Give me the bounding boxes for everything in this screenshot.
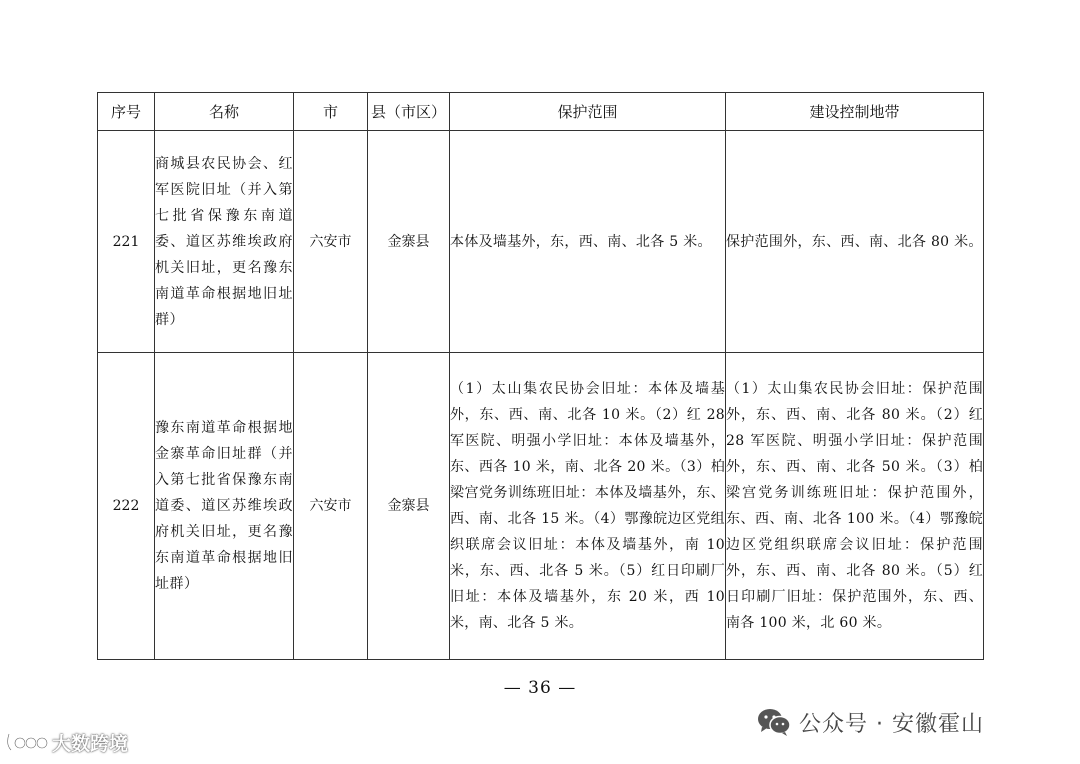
wechat-icon <box>757 707 791 737</box>
heritage-protection-table <box>97 92 984 660</box>
table-row <box>98 131 984 353</box>
row-county: 金寨县 <box>368 353 450 660</box>
row-name: 商城县农民协会、红军医院旧址（并入第七批省保豫东南道委、道区苏维埃政府机关旧址，更名豫东南道革命根据地旧址群） <box>155 131 294 353</box>
row-protection: 本体及墙基外，东，西、南、北各 5 米。 <box>450 131 726 353</box>
wechat-account-label: 公众号 · 安徽霍山 <box>799 711 984 737</box>
row-city: 六安市 <box>294 131 368 353</box>
row-control: （1）太山集农民协会旧址：保护范围外，东、西、南、北各 80 米。（2）红 28 军医院、明强小学旧址：保护范围外，东、西、南、北各 50 米。（3）柏梁宫党务训练班旧址：保护范围外，东、西、南、北各 100 米。（4）鄂豫皖边区党组织联席会议旧址：保护范围外，东、西、南、北各 80 米。（5）红日印刷厂旧址：保护范围外，东、西、南各 100 米，北 60 米。 <box>726 353 984 660</box>
header-name: 名称 <box>155 93 294 131</box>
brand-watermark <box>6 727 128 757</box>
row-protection: （1）太山集农民协会旧址：本体及墙基外，东、西、南、北各 10 米。（2）红 28 军医院、明强小学旧址：本体及墙基外，东、西各 10 米，南、北各 20 米。（3）柏梁宫党务训练班旧址：本体及墙基外，东、西、南、北各 15 米。（4）鄂豫皖边区党组织联席会议旧址：本体及墙基外，南 10 米，东、西、北各 5 米。（5）红日印刷厂旧址：本体及墙基外，东 20 米，西 10 米，南、北各 5 米。 <box>450 353 726 660</box>
row-control: 保护范围外，东、西、南、北各 80 米。 <box>726 131 984 353</box>
table-header-row <box>98 93 984 131</box>
brand-logo-icon <box>6 730 48 754</box>
brand-label: 大数跨境 <box>52 732 129 755</box>
header-control: 建设控制地带 <box>726 93 984 131</box>
wechat-account-watermark <box>757 703 984 741</box>
row-city: 六安市 <box>294 353 368 660</box>
header-city: 市 <box>294 93 368 131</box>
header-no: 序号 <box>98 93 155 131</box>
header-county: 县（市区） <box>368 93 450 131</box>
row-no: 221 <box>98 131 155 353</box>
row-county: 金寨县 <box>368 131 450 353</box>
header-protection: 保护范围 <box>450 93 726 131</box>
page-number: — 36 — <box>503 678 577 698</box>
row-no: 222 <box>98 353 155 660</box>
row-name: 豫东南道革命根据地金寨革命旧址群（并入第七批省保豫东南道委、道区苏维埃政府机关旧址，更名豫东南道革命根据地旧址群） <box>155 353 294 660</box>
table-row <box>98 353 984 660</box>
